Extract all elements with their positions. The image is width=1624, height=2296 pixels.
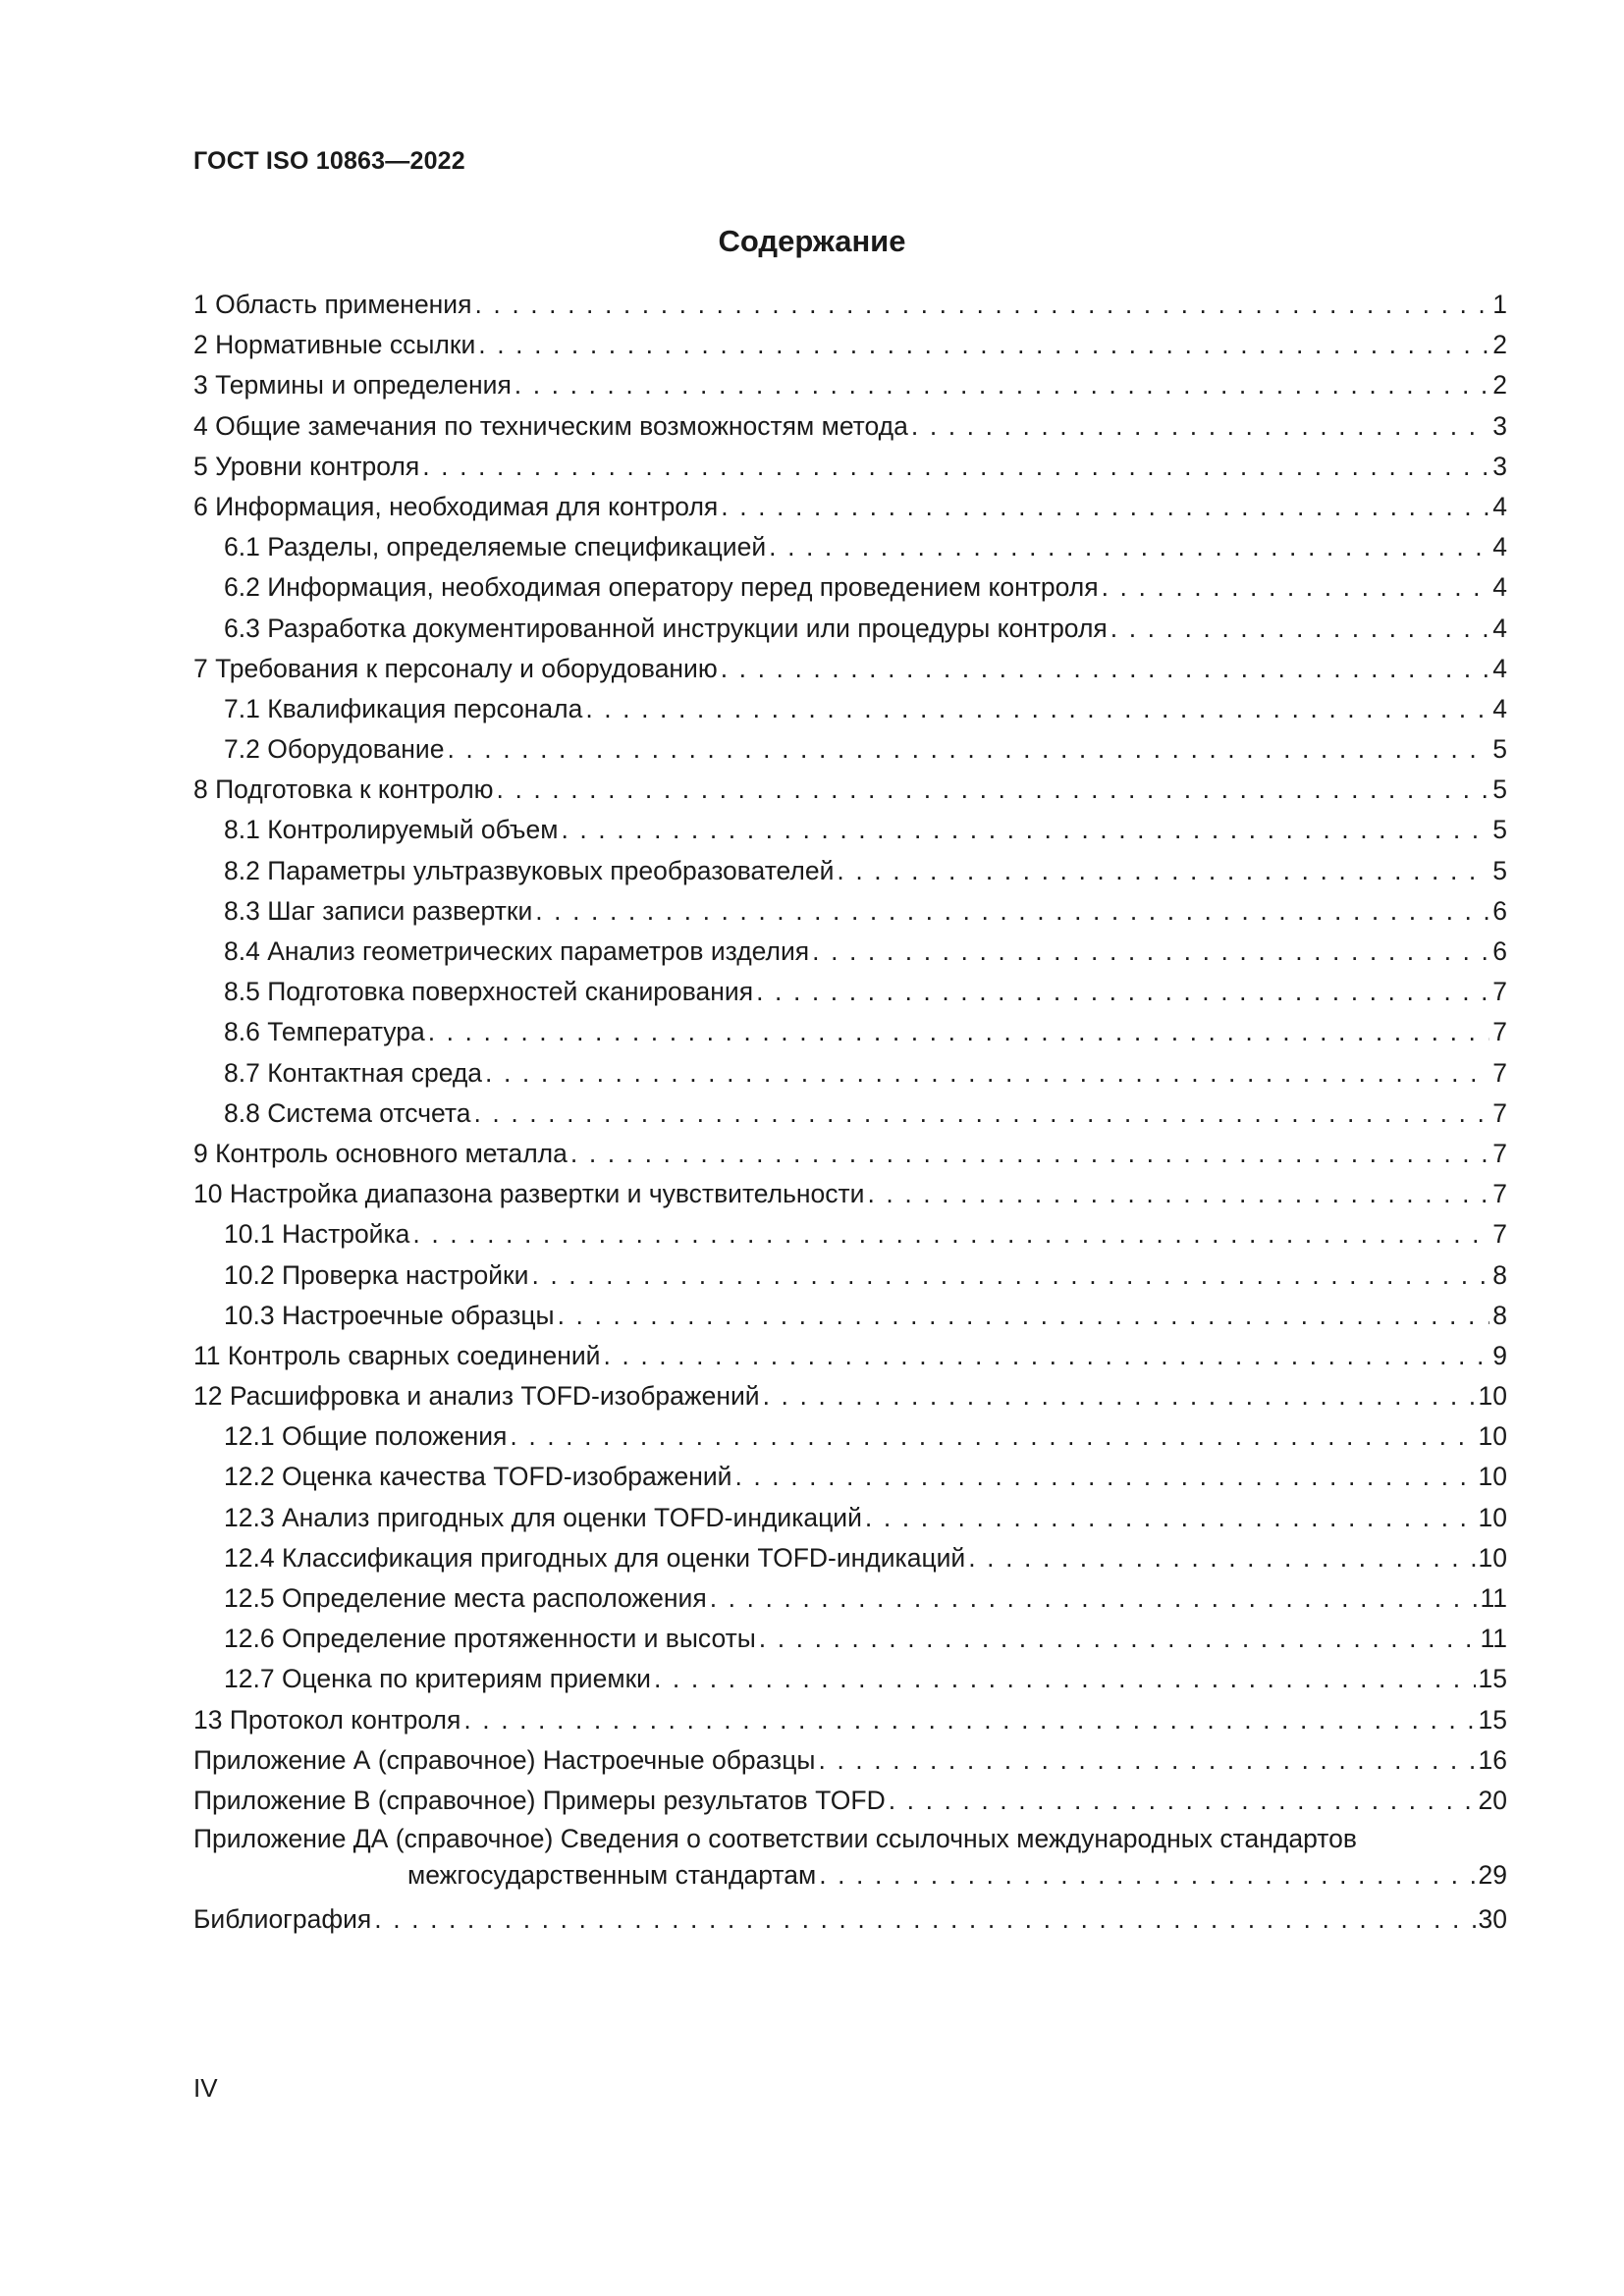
toc-subentry[interactable]: 8.7 Контактная среда . . . 7	[193, 1053, 1507, 1094]
document-header: ГОСТ ISO 10863—2022	[193, 147, 465, 175]
toc-subentry[interactable]: 10.2 Проверка настройки . . . 8	[193, 1255, 1507, 1296]
toc-entry[interactable]: 2 Нормативные ссылки . . . 2	[193, 325, 1507, 365]
toc-entry[interactable]: 13 Протокол контроля . . . 15	[193, 1700, 1507, 1740]
table-of-contents	[193, 285, 1507, 1940]
toc-subentry[interactable]: 6.3 Разработка документированной инструкции или процедуры контроля . . . 4	[193, 609, 1507, 649]
toc-subentry[interactable]: 10.1 Настройка . . . 7	[193, 1214, 1507, 1255]
toc-subentry[interactable]: 12.4 Классификация пригодных для оценки TOFD-индикаций . . . 10	[193, 1538, 1507, 1578]
toc-entry[interactable]: Приложение А (справочное) Настроечные образцы . . . 16	[193, 1740, 1507, 1781]
toc-entry[interactable]: 8 Подготовка к контролю . . . 5	[193, 770, 1507, 810]
toc-entry-line1: Приложение ДА (справочное) Сведения о соответствии ссылочных международных стандартов	[193, 1824, 1357, 1854]
toc-entry[interactable]: 12 Расшифровка и анализ TOFD-изображений . . . 10	[193, 1376, 1507, 1416]
toc-subentry[interactable]: 12.7 Оценка по критериям приемки . . . 15	[193, 1659, 1507, 1699]
toc-entry[interactable]: 10 Настройка диапазона развертки и чувствительности . . . 7	[193, 1174, 1507, 1214]
toc-entry[interactable]: 4 Общие замечания по техническим возможностям метода . . . 3	[193, 406, 1507, 447]
toc-entry[interactable]: 11 Контроль сварных соединений . . . 9	[193, 1336, 1507, 1376]
toc-subentry[interactable]: 7.2 Оборудование . . . 5	[193, 729, 1507, 770]
toc-subentry[interactable]: 8.8 Система отсчета . . . 7	[193, 1094, 1507, 1134]
toc-entry-bibliography[interactable]: Библиография . . . 30	[193, 1899, 1507, 1940]
toc-entry[interactable]: 6 Информация, необходимая для контроля . . . 4	[193, 487, 1507, 527]
toc-subentry[interactable]: 12.6 Определение протяженности и высоты . . . 11	[193, 1619, 1507, 1659]
toc-entry[interactable]: 7 Требования к персоналу и оборудованию . . . 4	[193, 649, 1507, 689]
toc-subentry[interactable]: 12.3 Анализ пригодных для оценки TOFD-индикаций . . . 10	[193, 1498, 1507, 1538]
toc-title: Содержание	[718, 224, 906, 258]
toc-entry[interactable]: 1 Область применения . . . 1	[193, 285, 1507, 325]
toc-subentry[interactable]: 8.3 Шаг записи развертки . . . 6	[193, 891, 1507, 932]
toc-entry[interactable]: 5 Уровни контроля . . . 3	[193, 447, 1507, 487]
toc-entry[interactable]: 3 Термины и определения . . . 2	[193, 365, 1507, 405]
toc-subentry[interactable]: 6.2 Информация, необходимая оператору перед проведением контроля . . . 4	[193, 567, 1507, 608]
toc-subentry[interactable]: 12.5 Определение места расположения . . . 11	[193, 1578, 1507, 1619]
toc-subentry[interactable]: 12.2 Оценка качества TOFD-изображений . . . 10	[193, 1457, 1507, 1497]
toc-subentry[interactable]: 8.2 Параметры ультразвуковых преобразователей . . . 5	[193, 851, 1507, 891]
toc-subentry[interactable]: 8.6 Температура . . . 7	[193, 1012, 1507, 1052]
toc-subentry[interactable]: 10.3 Настроечные образцы . . . 8	[193, 1296, 1507, 1336]
page-number: IV	[193, 2073, 218, 2103]
toc-entry-line2: межгосударственным стандартам . . . 29	[193, 1857, 1507, 1894]
toc-entry-appendix-da[interactable]	[193, 1821, 1507, 1894]
toc-subentry[interactable]: 7.1 Квалификация персонала . . . 4	[193, 689, 1507, 729]
toc-entry[interactable]: 9 Контроль основного металла . . . 7	[193, 1134, 1507, 1174]
toc-entry[interactable]: Приложение В (справочное) Примеры результатов TOFD . . . 20	[193, 1781, 1507, 1821]
toc-subentry[interactable]: 8.4 Анализ геометрических параметров изделия . . . 6	[193, 932, 1507, 972]
toc-subentry[interactable]: 8.1 Контролируемый объем . . . 5	[193, 810, 1507, 850]
toc-subentry[interactable]: 12.1 Общие положения . . . 10	[193, 1416, 1507, 1457]
toc-subentry[interactable]: 6.1 Разделы, определяемые спецификацией . . . 4	[193, 527, 1507, 567]
toc-subentry[interactable]: 8.5 Подготовка поверхностей сканирования . . . 7	[193, 972, 1507, 1012]
